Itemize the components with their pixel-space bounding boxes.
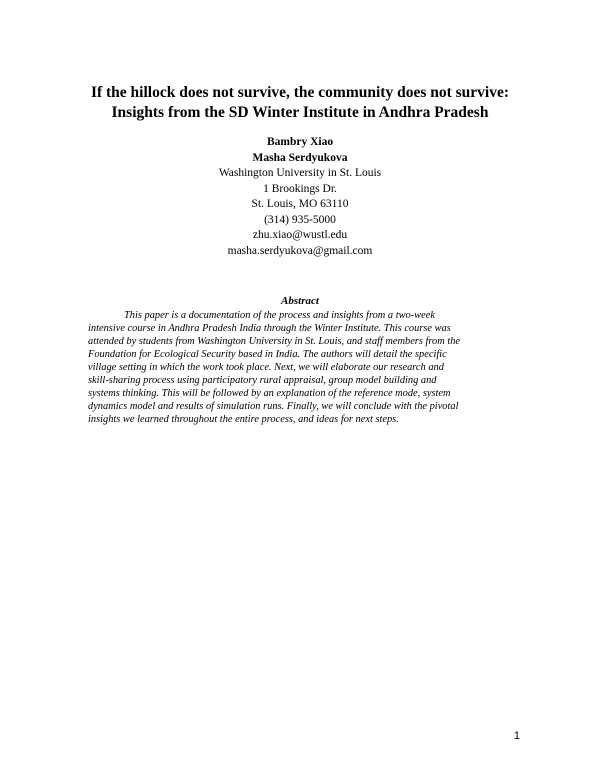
phone-number: (314) 935-5000 — [264, 213, 336, 226]
street-address: 1 Brookings Dr. — [263, 182, 337, 195]
affiliation: Washington University in St. Louis — [218, 167, 382, 179]
abstract-heading: Abstract — [281, 295, 319, 307]
abstract-line: skill-sharing process using participatory rural appraisal, group model building and — [88, 375, 437, 386]
page-number: 1 — [513, 730, 520, 742]
email-address-2: masha.serdyukova@gmail.com — [227, 244, 373, 257]
abstract-line: This paper is a documentation of the process and insights from a two-week — [124, 310, 435, 321]
author-name-2: Masha Serdyukova — [252, 151, 348, 164]
author-block — [100, 135, 500, 259]
abstract-line: Foundation for Ecological Security based in India. The authors will detail the specific — [88, 349, 447, 360]
abstract-line: village setting in which the work took place. Next, we will elaborate our research and — [88, 362, 444, 373]
author-name-1: Bambry Xiao — [266, 136, 334, 148]
abstract-line: intensive course in Andhra Pradesh India through the Winter Institute. This course was — [88, 323, 451, 334]
paper-title-line-1: If the hillock does not survive, the community does not survive: — [90, 84, 510, 101]
abstract-body — [88, 309, 513, 426]
abstract-line: insights we learned throughout the entire process, and ideas for next steps. — [88, 414, 399, 425]
email-address-1: zhu.xiao@wustl.edu — [252, 229, 348, 241]
abstract-line: dynamics model and results of simulation runs. Finally, we will conclude with the pivotal — [88, 401, 459, 412]
abstract-line: systems thinking. This will be followed by an explanation of the reference mode, system — [88, 388, 451, 399]
paper-title — [40, 83, 560, 123]
paper-title-line-2: Insights from the SD Winter Institute in Andhra Pradesh — [111, 104, 489, 121]
abstract-line: attended by students from Washington University in St. Louis, and staff members from the — [88, 336, 461, 347]
city-state-zip: St. Louis, MO 63110 — [251, 198, 349, 210]
